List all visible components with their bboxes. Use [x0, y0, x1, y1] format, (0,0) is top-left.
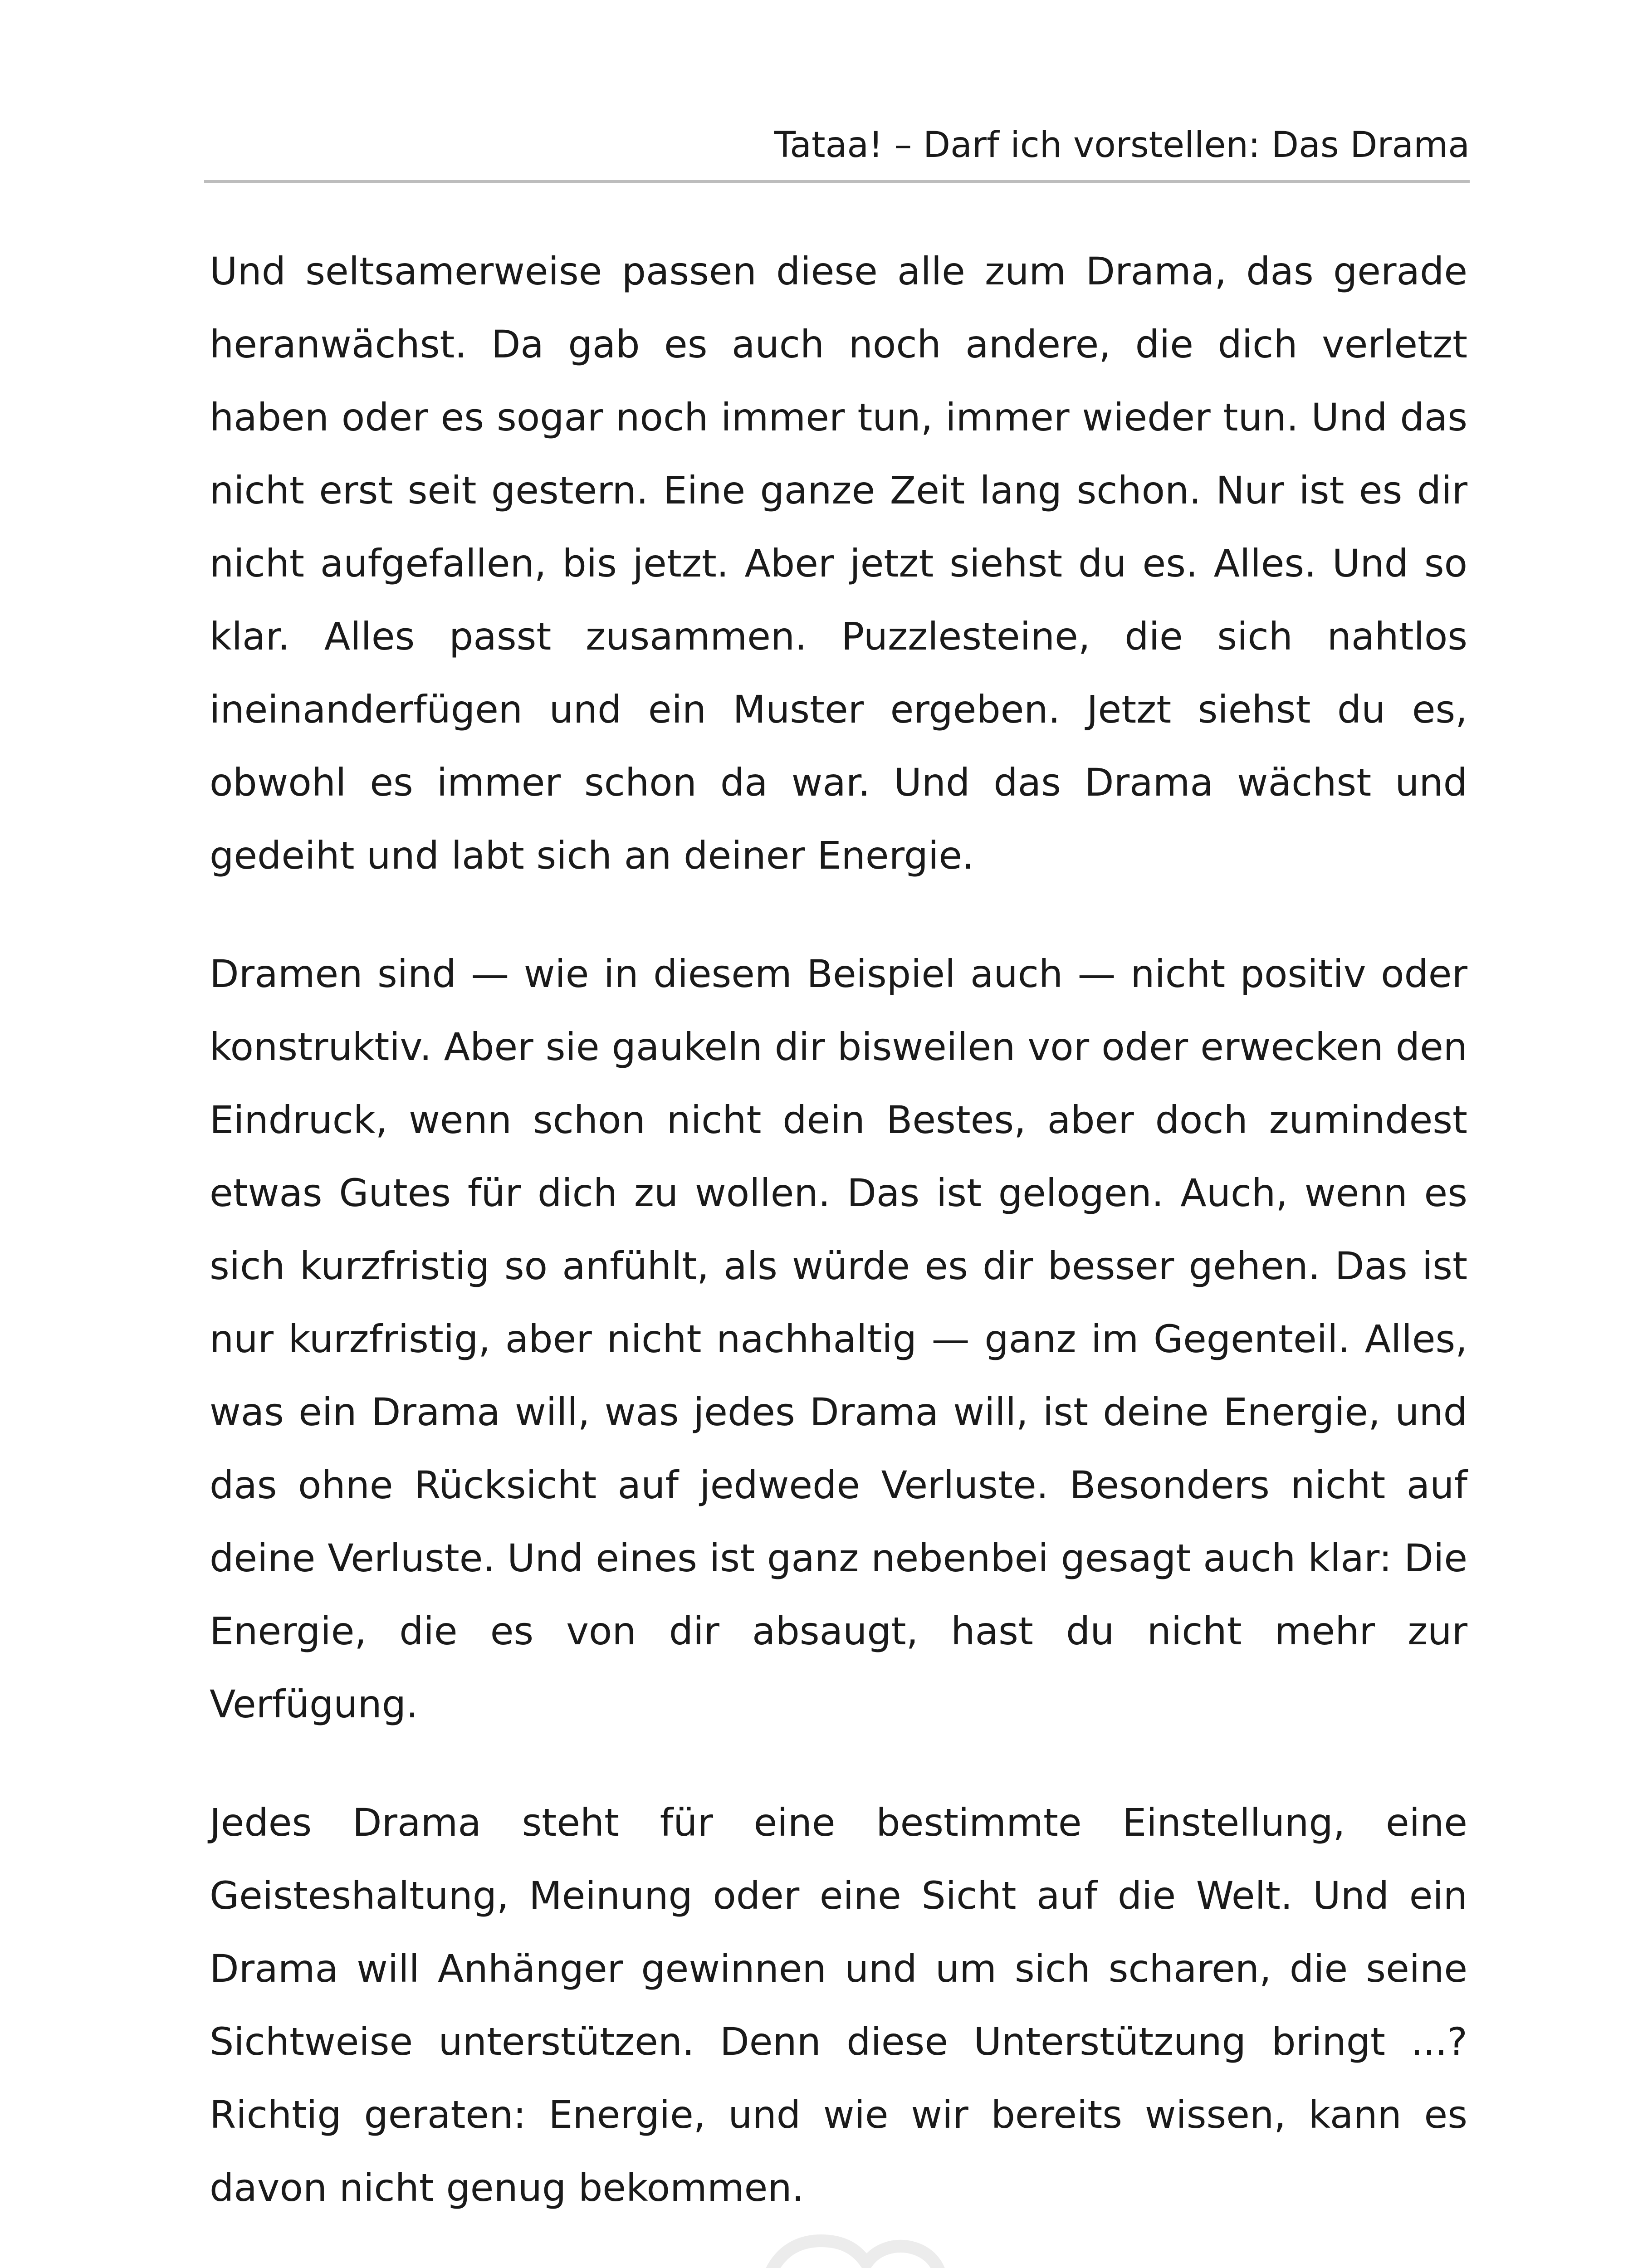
paragraph-2: Dramen sind — wie in diesem Beispiel auch — nicht positiv oder konstruktiv. Aber sie gaukeln dir bisweilen vor oder erwecken den Eindruck, wenn schon nicht dein Bestes, aber doch zumindest etwas Gutes für dich zu wollen. Das ist gelogen. Auch, wenn es sich kurzfristig so anfühlt, als würde es dir besser gehen. Das ist nur kurzfristig, aber nicht nachhaltig — ganz im Gegenteil. Alles, was ein Drama will, was jedes Drama will, ist deine Energie, und das ohne Rücksicht auf jedwede Verluste. Besonders nicht auf deine Verluste. Und eines ist ganz nebenbei gesagt auch klar: Die Energie, die es von dir absaugt, hast du nicht mehr zur Verfügung. [210, 952, 1467, 1726]
body-text [210, 235, 1467, 2224]
paragraph-1: Und seltsamerweise passen diese alle zum Drama, das gerade heranwächst. Da gab es auch noch andere, die dich verletzt haben oder es sogar noch immer tun, immer wieder tun. Und das nicht erst seit gestern. Eine ganze Zeit lang schon. Nur ist es dir nicht aufgefallen, bis jetzt. Aber jetzt siehst du es. Alles. Und so klar. Alles passt zusammen. Puzzlesteine, die sich nahtlos ineinanderfügen und ein Muster ergeben. Jetzt siehst du es, obwohl es immer schon da war. Und das Drama wächst und gedeiht und labt sich an deiner Energie. [210, 249, 1467, 878]
mascot-outline-icon [726, 2204, 980, 2268]
running-header: Tataa! – Darf ich vorstellen: Das Drama [774, 125, 1470, 166]
paragraph-3: Jedes Drama steht für eine bestimmte Einstellung, eine Geisteshaltung, Meinung oder eine Sicht auf die Welt. Und ein Drama will Anhänger gewinnen und um sich scharen, die seine Sichtweise unterstützen. Denn diese Unterstützung bringt ...? Richtig geraten: Energie, und wie wir bereits wissen, kann es davon nicht genug bekommen. [210, 1800, 1467, 2210]
header-divider [204, 180, 1470, 183]
